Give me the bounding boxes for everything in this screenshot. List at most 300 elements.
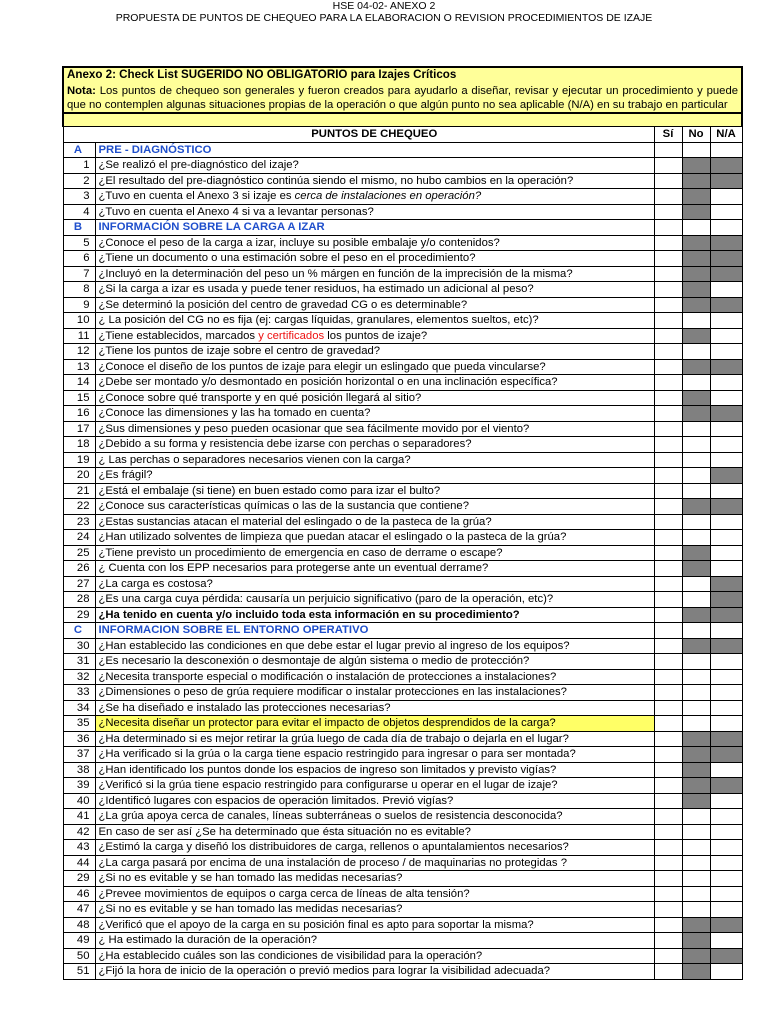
answer-na-cell[interactable] <box>710 824 742 840</box>
answer-yes-cell[interactable] <box>654 359 682 375</box>
item-text: ¿Conoce las dimensiones y las ha tomado en cuenta? <box>98 407 371 420</box>
answer-yes-cell[interactable] <box>654 964 682 980</box>
answer-no-cell <box>682 235 710 251</box>
item-question <box>95 499 654 515</box>
item-text: ¿Han identificado los puntos donde los espacios de ingreso son limitados y previsto vigías? <box>98 763 557 776</box>
answer-na-cell <box>710 251 742 267</box>
answer-yes-cell[interactable] <box>654 948 682 964</box>
answer-no-cell[interactable] <box>682 483 710 499</box>
item-number: 23 <box>63 514 95 530</box>
answer-yes-cell[interactable] <box>654 189 682 205</box>
answer-no-cell[interactable] <box>682 452 710 468</box>
item-text: ¿Es frágil? <box>98 469 153 482</box>
item-text: ¿Verificó que el apoyo de la carga en su posición final es apto para soportar la misma? <box>98 918 534 931</box>
item-text: ¿Conoce sus características químicas o las de la sustancia que contiene? <box>98 500 469 513</box>
answer-yes-cell[interactable] <box>654 421 682 437</box>
checklist-row <box>63 530 742 546</box>
answer-no-cell <box>682 173 710 189</box>
checklist-row <box>63 576 742 592</box>
item-question <box>95 886 654 902</box>
answer-yes-cell[interactable] <box>654 902 682 918</box>
item-number: 37 <box>63 747 95 763</box>
item-text: ¿ Cuenta con los EPP necesarios para protegerse ante un eventual derrame? <box>98 562 489 575</box>
answer-no-cell <box>682 747 710 763</box>
answer-no-cell <box>682 964 710 980</box>
answer-na-cell[interactable] <box>710 964 742 980</box>
answer-yes-cell[interactable] <box>654 204 682 220</box>
item-question <box>95 514 654 530</box>
item-number: 29 <box>63 607 95 623</box>
checklist-row <box>63 654 742 670</box>
answer-yes-cell[interactable] <box>654 855 682 871</box>
answer-na-cell <box>710 359 742 375</box>
answer-no-cell <box>682 204 710 220</box>
answer-na-cell[interactable] <box>710 421 742 437</box>
item-question <box>95 545 654 561</box>
item-question <box>95 452 654 468</box>
item-number: 1 <box>63 158 95 174</box>
answer-yes-cell[interactable] <box>654 840 682 856</box>
answer-na-cell[interactable] <box>710 902 742 918</box>
answer-na-cell <box>710 731 742 747</box>
answer-no-cell[interactable] <box>682 685 710 701</box>
answer-na-cell <box>710 220 742 236</box>
answer-yes-cell[interactable] <box>654 282 682 298</box>
answer-na-cell <box>710 592 742 608</box>
answer-na-cell[interactable] <box>710 530 742 546</box>
section-letter: B <box>63 220 95 236</box>
checklist-row <box>63 421 742 437</box>
checklist-row <box>63 855 742 871</box>
item-text: ¿Debe ser montado y/o desmontado en posición horizontal o en una inclinación específica? <box>98 376 558 389</box>
item-question <box>95 344 654 360</box>
item-text: ¿Si no es evitable y se han tomado las medidas necesarias? <box>98 872 403 885</box>
answer-yes-cell[interactable] <box>654 886 682 902</box>
answer-yes-cell[interactable] <box>654 375 682 391</box>
answer-na-cell <box>710 235 742 251</box>
checklist-row <box>63 158 742 174</box>
item-number: 2 <box>63 173 95 189</box>
item-number: 7 <box>63 266 95 282</box>
spacer <box>63 113 742 127</box>
checklist-row <box>63 840 742 856</box>
item-number: 40 <box>63 793 95 809</box>
answer-yes-cell[interactable] <box>654 654 682 670</box>
item-question <box>95 778 654 794</box>
item-question <box>95 251 654 267</box>
item-number: 13 <box>63 359 95 375</box>
answer-yes-cell[interactable] <box>654 669 682 685</box>
item-text-red: y certificados <box>258 329 325 342</box>
item-number: 28 <box>63 592 95 608</box>
answer-no-cell[interactable] <box>682 313 710 329</box>
answer-yes-cell[interactable] <box>654 871 682 887</box>
item-number: 34 <box>63 700 95 716</box>
answer-na-cell[interactable] <box>710 313 742 329</box>
answer-yes-cell[interactable] <box>654 731 682 747</box>
answer-yes-cell[interactable] <box>654 747 682 763</box>
item-text: ¿Ha tenido en cuenta y/o incluido toda esta información en su procedimiento? <box>98 608 520 621</box>
checklist-row <box>63 886 742 902</box>
item-number: 27 <box>63 576 95 592</box>
answer-no-cell[interactable] <box>682 468 710 484</box>
item-question <box>95 483 654 499</box>
item-number: 50 <box>63 948 95 964</box>
answer-yes-cell[interactable] <box>654 266 682 282</box>
intro-row <box>63 67 742 113</box>
answer-no-cell <box>682 917 710 933</box>
checklist-row <box>63 328 742 344</box>
checklist-row <box>63 762 742 778</box>
item-question <box>95 158 654 174</box>
answer-na-cell[interactable] <box>710 390 742 406</box>
answer-na-cell[interactable] <box>710 452 742 468</box>
item-question <box>95 840 654 856</box>
item-number: 10 <box>63 313 95 329</box>
answer-no-cell <box>682 142 710 158</box>
answer-no-cell <box>682 297 710 313</box>
section-title: PRE - DIAGNÓSTICO <box>95 142 654 158</box>
checklist-row <box>63 297 742 313</box>
item-text: ¿Se realizó el pre-diagnóstico del izaje? <box>98 159 299 172</box>
checklist-row <box>63 948 742 964</box>
checklist-row <box>63 809 742 825</box>
checklist-row <box>63 638 742 654</box>
answer-yes-cell[interactable] <box>654 158 682 174</box>
header-yes: Sí <box>654 127 682 143</box>
checklist-row <box>63 313 742 329</box>
item-question <box>95 917 654 933</box>
header-na: N/A <box>710 127 742 143</box>
answer-na-cell[interactable] <box>710 933 742 949</box>
checklist-row <box>63 468 742 484</box>
answer-no-cell[interactable] <box>682 824 710 840</box>
item-text: ¿Es necesario la desconexión o desmontaje de algún sistema o medio de protección? <box>98 655 530 668</box>
answer-no-cell <box>682 638 710 654</box>
item-number: 4 <box>63 204 95 220</box>
answer-na-cell[interactable] <box>710 282 742 298</box>
item-number: 30 <box>63 638 95 654</box>
answer-na-cell[interactable] <box>710 483 742 499</box>
item-number: 19 <box>63 452 95 468</box>
answer-na-cell <box>710 297 742 313</box>
checklist-row <box>63 561 742 577</box>
answer-na-cell[interactable] <box>710 716 742 732</box>
item-text: ¿La carga es costosa? <box>98 577 213 590</box>
answer-na-cell[interactable] <box>710 886 742 902</box>
item-question <box>95 731 654 747</box>
item-number: 48 <box>63 917 95 933</box>
item-number: 38 <box>63 762 95 778</box>
section-row <box>63 623 742 639</box>
answer-na-cell <box>710 623 742 639</box>
checklist-row <box>63 592 742 608</box>
item-question <box>95 948 654 964</box>
item-question <box>95 421 654 437</box>
item-question <box>95 809 654 825</box>
answer-yes-cell[interactable] <box>654 793 682 809</box>
item-question <box>95 855 654 871</box>
answer-na-cell[interactable] <box>710 855 742 871</box>
item-text-italic: cerca de instalaciones en operación? <box>294 190 482 203</box>
answer-no-cell[interactable] <box>682 592 710 608</box>
item-number: 47 <box>63 902 95 918</box>
header-no: No <box>682 127 710 143</box>
answer-yes-cell[interactable] <box>654 762 682 778</box>
answer-yes-cell[interactable] <box>654 468 682 484</box>
item-question <box>95 297 654 313</box>
answer-no-cell[interactable] <box>682 902 710 918</box>
answer-na-cell <box>710 747 742 763</box>
answer-no-cell <box>682 499 710 515</box>
checklist-row <box>63 933 742 949</box>
item-number: 42 <box>63 824 95 840</box>
answer-no-cell[interactable] <box>682 886 710 902</box>
answer-no-cell <box>682 933 710 949</box>
item-number: 25 <box>63 545 95 561</box>
answer-no-cell[interactable] <box>682 855 710 871</box>
answer-no-cell[interactable] <box>682 344 710 360</box>
item-text: ¿Identificó lugares con espacios de operación limitados. Previó vigías? <box>98 794 454 807</box>
answer-yes-cell[interactable] <box>654 483 682 499</box>
checklist-row <box>63 251 742 267</box>
item-text: ¿Sus dimensiones y peso pueden ocasionar que sea fácilmente movido por el viento? <box>98 422 530 435</box>
answer-no-cell[interactable] <box>682 514 710 530</box>
answer-no-cell <box>682 158 710 174</box>
item-number: 18 <box>63 437 95 453</box>
answer-yes-cell[interactable] <box>654 390 682 406</box>
item-question <box>95 762 654 778</box>
answer-no-cell <box>682 561 710 577</box>
answer-na-cell <box>710 142 742 158</box>
item-number: 43 <box>63 840 95 856</box>
answer-na-cell[interactable] <box>710 700 742 716</box>
answer-yes-cell[interactable] <box>654 499 682 515</box>
item-text: ¿Dimensiones o peso de grúa requiere modificar o instalar protecciones en las instalaciones? <box>98 686 567 699</box>
answer-yes-cell[interactable] <box>654 406 682 422</box>
section-letter: C <box>63 623 95 639</box>
answer-na-cell[interactable] <box>710 809 742 825</box>
item-question <box>95 204 654 220</box>
answer-no-cell[interactable] <box>682 840 710 856</box>
answer-na-cell[interactable] <box>710 654 742 670</box>
answer-yes-cell[interactable] <box>654 592 682 608</box>
checklist-row <box>63 545 742 561</box>
checklist-row <box>63 778 742 794</box>
answer-no-cell <box>682 545 710 561</box>
answer-na-cell[interactable] <box>710 669 742 685</box>
item-number: 33 <box>63 685 95 701</box>
checklist-row <box>63 483 742 499</box>
item-number: 6 <box>63 251 95 267</box>
answer-yes-cell[interactable] <box>654 297 682 313</box>
item-text: ¿Tuvo en cuenta el Anexo 3 si izaje es <box>98 190 295 203</box>
item-text: ¿Si la carga a izar es usada y puede tener residuos, ha estimado un adicional al peso? <box>98 283 534 296</box>
item-question <box>95 669 654 685</box>
answer-na-cell[interactable] <box>710 545 742 561</box>
item-question <box>95 282 654 298</box>
answer-no-cell[interactable] <box>682 669 710 685</box>
item-number: 20 <box>63 468 95 484</box>
section-letter: A <box>63 142 95 158</box>
item-number: 26 <box>63 561 95 577</box>
answer-no-cell <box>682 282 710 298</box>
item-number: 5 <box>63 235 95 251</box>
checklist-row <box>63 499 742 515</box>
item-text: ¿Debido a su forma y resistencia debe izarse con perchas o separadores? <box>98 438 472 451</box>
answer-na-cell[interactable] <box>710 762 742 778</box>
item-question <box>95 468 654 484</box>
answer-yes-cell[interactable] <box>654 561 682 577</box>
answer-yes-cell[interactable] <box>654 313 682 329</box>
item-number: 36 <box>63 731 95 747</box>
answer-na-cell <box>710 406 742 422</box>
answer-yes-cell[interactable] <box>654 173 682 189</box>
item-number: 11 <box>63 328 95 344</box>
section-title: INFORMACIÓN SOBRE LA CARGA A IZAR <box>95 220 654 236</box>
item-number: 16 <box>63 406 95 422</box>
item-number: 49 <box>63 933 95 949</box>
answer-yes-cell[interactable] <box>654 251 682 267</box>
item-text: ¿Han utilizado solventes de limpieza que puedan atacar el eslingado o la pasteca de la grúa? <box>98 531 567 544</box>
item-question <box>95 871 654 887</box>
item-text: ¿Es una carga cuya pérdida: causaría un perjuicio significativo (paro de la operación, etc)? <box>98 593 554 606</box>
checklist-row <box>63 871 742 887</box>
answer-no-cell <box>682 359 710 375</box>
section-row <box>63 142 742 158</box>
answer-yes-cell[interactable] <box>654 824 682 840</box>
item-text: En caso de ser así ¿Se ha determinado que ésta situación no es evitable? <box>98 825 471 838</box>
answer-na-cell[interactable] <box>710 344 742 360</box>
item-question <box>95 933 654 949</box>
answer-no-cell[interactable] <box>682 530 710 546</box>
answer-yes-cell[interactable] <box>654 514 682 530</box>
item-question <box>95 607 654 623</box>
item-question <box>95 716 654 732</box>
annex-title: Anexo 2: Check List SUGERIDO NO OBLIGATORIO para Izajes Críticos <box>67 68 457 81</box>
answer-no-cell[interactable] <box>682 437 710 453</box>
answer-na-cell[interactable] <box>710 328 742 344</box>
answer-no-cell <box>682 731 710 747</box>
answer-no-cell[interactable] <box>682 700 710 716</box>
item-text: ¿El resultado del pre-diagnóstico continúa siendo el mismo, no hubo cambios en la operación? <box>98 174 574 187</box>
item-text: ¿Ha determinado si es mejor retirar la grúa luego de cada día de trabajo o dejarla en el lugar? <box>98 732 569 745</box>
answer-yes-cell[interactable] <box>654 607 682 623</box>
answer-yes-cell[interactable] <box>654 809 682 825</box>
checklist-row <box>63 716 742 732</box>
item-text: ¿La grúa apoya cerca de canales, líneas subterráneas o suelos de resistencia desconocida? <box>98 810 563 823</box>
answer-no-cell <box>682 266 710 282</box>
note-text: Los puntos de chequeo son generales y fueron creados para ayudarlo a diseñar, revisar y ejecutar un procedimiento y puede que no contemplen algunas situaciones propias de la operación o que algún punto no sea aplicable (N/A) en su trabajo en particular <box>67 85 739 111</box>
checklist-table <box>62 66 743 980</box>
item-text: ¿Fijó la hora de inicio de la operación o previó medios para lograr la visibilidad adecuada? <box>98 965 551 978</box>
answer-yes-cell[interactable] <box>654 235 682 251</box>
item-text: ¿Necesita diseñar un protector para evitar el impacto de objetos desprendidos de la carga? <box>98 717 556 730</box>
answer-na-cell <box>710 173 742 189</box>
checklist-row <box>63 669 742 685</box>
answer-yes-cell <box>654 220 682 236</box>
answer-na-cell[interactable] <box>710 437 742 453</box>
answer-na-cell <box>710 266 742 282</box>
answer-yes-cell[interactable] <box>654 933 682 949</box>
item-question <box>95 328 654 344</box>
item-number: 41 <box>63 809 95 825</box>
item-text: ¿Se determinó la posición del centro de gravedad CG o es determinable? <box>98 298 468 311</box>
checklist-row <box>63 189 742 205</box>
answer-yes-cell[interactable] <box>654 437 682 453</box>
table-header-row <box>63 127 742 143</box>
answer-na-cell[interactable] <box>710 189 742 205</box>
header-points: PUNTOS DE CHEQUEO <box>95 127 654 143</box>
item-text: ¿Conoce el diseño de los puntos de izaje para elegir un eslingado que pueda vincularse? <box>98 360 546 373</box>
answer-yes-cell[interactable] <box>654 917 682 933</box>
answer-na-cell[interactable] <box>710 375 742 391</box>
item-text: ¿Conoce sobre qué transporte y en qué posición llegará al sitio? <box>98 391 422 404</box>
document-code: HSE 04-02- ANEXO 2 <box>332 0 436 12</box>
answer-no-cell[interactable] <box>682 421 710 437</box>
item-text: ¿Necesita transporte especial o modificación o instalación de protecciones a instalaciones? <box>98 670 557 683</box>
item-number: 32 <box>63 669 95 685</box>
answer-yes-cell[interactable] <box>654 700 682 716</box>
answer-no-cell[interactable] <box>682 576 710 592</box>
answer-yes-cell[interactable] <box>654 452 682 468</box>
item-number: 31 <box>63 654 95 670</box>
answer-no-cell[interactable] <box>682 654 710 670</box>
answer-yes-cell[interactable] <box>654 545 682 561</box>
answer-yes-cell[interactable] <box>654 344 682 360</box>
item-text-after: los puntos de izaje? <box>324 329 428 342</box>
answer-na-cell[interactable] <box>710 840 742 856</box>
answer-na-cell <box>710 468 742 484</box>
checklist-row <box>63 282 742 298</box>
item-question <box>95 654 654 670</box>
answer-yes-cell[interactable] <box>654 716 682 732</box>
checklist-row <box>63 344 742 360</box>
answer-no-cell <box>682 220 710 236</box>
checklist-row <box>63 902 742 918</box>
answer-no-cell[interactable] <box>682 716 710 732</box>
item-text: ¿Tiene los puntos de izaje sobre el centro de gravedad? <box>98 345 381 358</box>
item-number: 39 <box>63 778 95 794</box>
answer-no-cell <box>682 251 710 267</box>
answer-na-cell[interactable] <box>710 793 742 809</box>
answer-na-cell[interactable] <box>710 561 742 577</box>
item-question <box>95 390 654 406</box>
answer-no-cell <box>682 189 710 205</box>
answer-na-cell[interactable] <box>710 514 742 530</box>
answer-no-cell[interactable] <box>682 809 710 825</box>
item-text: ¿Estas sustancias atacan el material del eslingado o de la pasteca de la grúa? <box>98 515 492 528</box>
answer-yes-cell[interactable] <box>654 638 682 654</box>
checklist-row <box>63 964 742 980</box>
answer-no-cell[interactable] <box>682 375 710 391</box>
answer-yes-cell[interactable] <box>654 685 682 701</box>
checklist-row <box>63 514 742 530</box>
item-number: 21 <box>63 483 95 499</box>
answer-na-cell[interactable] <box>710 204 742 220</box>
answer-yes-cell[interactable] <box>654 778 682 794</box>
checklist-row <box>63 607 742 623</box>
answer-na-cell[interactable] <box>710 871 742 887</box>
answer-yes-cell[interactable] <box>654 530 682 546</box>
answer-no-cell[interactable] <box>682 871 710 887</box>
answer-no-cell <box>682 390 710 406</box>
answer-yes-cell[interactable] <box>654 576 682 592</box>
answer-na-cell[interactable] <box>710 685 742 701</box>
answer-yes-cell[interactable] <box>654 328 682 344</box>
answer-no-cell <box>682 328 710 344</box>
checklist-row <box>63 685 742 701</box>
